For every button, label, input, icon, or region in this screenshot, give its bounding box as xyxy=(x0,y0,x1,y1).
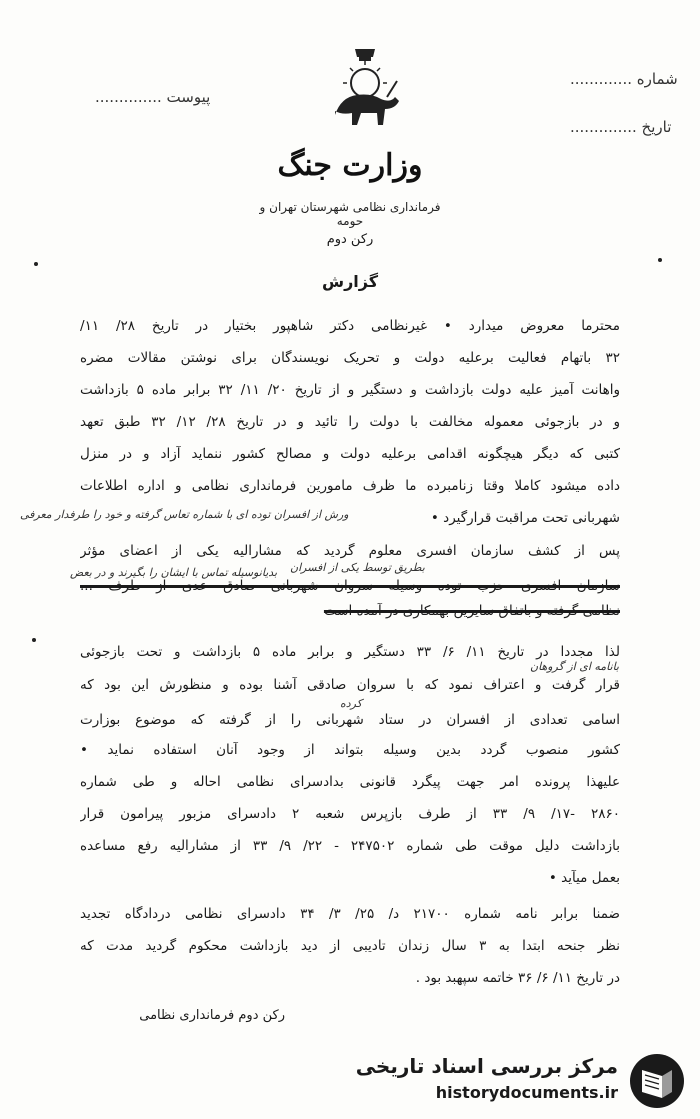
attachment-label: پیوست xyxy=(166,88,211,106)
archive-logo-icon xyxy=(628,1052,686,1110)
number-field xyxy=(570,70,678,88)
body-line: در تاریخ ۱۱/ ۶/ ۳۶ خاتمه سپهبد بود . xyxy=(415,970,620,986)
body-line: قرار گرفت و اعتراف نمود که با سروان صادقی آشنا بوده و منظورش این بود که xyxy=(80,677,620,693)
margin-dot xyxy=(32,638,36,642)
margin-dot xyxy=(34,262,38,266)
number-label: شماره xyxy=(636,70,678,88)
body-line: اسامی تعدادی از افسران در ستاد شهربانی را از گرفته که موضوع بوزارت xyxy=(80,712,620,728)
subunit-title: فرمانداری نظامی شهرستان تهران و حومه xyxy=(259,200,441,228)
handwritten-note: بطریق توسط یکی از افسران xyxy=(290,561,425,574)
watermark-name: مرکز بررسی اسناد تاریخی xyxy=(355,1054,618,1078)
body-line: علیهذا پرونده امر جهت پیگرد قانونی بدادسرای نظامی احاله و طی شماره xyxy=(80,774,620,790)
body-line: شهربانی تحت مراقبت قرارگیرد • xyxy=(430,510,620,526)
date-label: تاریخ xyxy=(641,118,672,136)
department-title: رکن دوم xyxy=(326,232,374,247)
body-line: پس از کشف سازمان افسری معلوم گردید که مشارالیه یکی از اعضای مؤثر xyxy=(80,543,620,559)
number-dots: ............. xyxy=(570,70,632,88)
margin-dot xyxy=(658,258,662,262)
body-line: بازداشت دلیل موقت طی شماره ۲۴۷۵۰۲ - ۲۲/ ۹/ ۳۳ از مشارالیه رفع مساعده xyxy=(80,838,620,854)
struck-line: سازمان افسری حزب توده وسیله سروان شهربانی صادق عدی از طرف ... xyxy=(80,578,620,594)
body-line: کتبی که دیگر هیچگونه اقدامی برعلیه دولت و مصالح کشور ننماید آزاد و در منزل xyxy=(80,446,620,462)
handwritten-note: کرده xyxy=(340,697,362,710)
handwritten-note: ورش از افسران توده ای با شماره تعاس گرفته و خود را طرفدار معرفی xyxy=(20,508,349,521)
struck-line: نظامی گرفته و باتفاق سایرین بهمکاری در آمده است xyxy=(323,603,620,619)
body-line: بعمل میآید • xyxy=(548,870,620,886)
date-dots: .............. xyxy=(570,118,637,136)
body-line: لذا مجددا در تاریخ ۱۱/ ۶/ ۳۳ دستگیر و برابر ماده ۵ بازداشت و تحت بازجوئی xyxy=(80,644,620,660)
ministry-title: وزارت جنگ xyxy=(277,148,423,183)
watermark-url: historydocuments.ir xyxy=(435,1083,618,1102)
handwritten-note: بدیانوسیله تماس با ایشان را بگیرند و در بعض xyxy=(70,566,278,579)
body-line: و در بازجوئی معموله مخالفت با دولت را تائید و در تاریخ ۲۸/ ۱۲/ ۳۲ طبق تعهد xyxy=(80,414,620,430)
body-line: کشور منصوب گردد بدین وسیله بتواند از وجود آنان استفاده نماید • xyxy=(80,742,620,758)
attachment-dots: .............. xyxy=(95,88,162,106)
body-line: ضمنا برابر نامه شماره ۲۱۷۰۰ د/ ۲۵/ ۳/ ۳۴ دادسرای نظامی دردادگاه تجدید xyxy=(80,906,620,922)
date-field xyxy=(570,118,671,136)
lion-and-sun-emblem xyxy=(325,45,405,135)
handwritten-note: بانامه ای از گروهان xyxy=(530,660,619,673)
body-line: محترما معروض میدارد • غیرنظامی دکتر شاهپور بختیار در تاریخ ۲۸/ ۱۱/ xyxy=(80,318,620,334)
attachment-field xyxy=(95,88,210,106)
body-line: ۳۲ باتهام فعالیت برعلیه دولت و تحریک نویسندگان برای نوشتن مقالات مضره xyxy=(80,350,620,366)
report-title: گزارش xyxy=(321,272,379,291)
body-line: واهانت آمیز علیه دولت بازداشت و دستگیر و از تاریخ ۲۰/ ۱۱/ ۳۲ برابر ماده ۵ بازداشت xyxy=(80,382,620,398)
body-line: داده میشود کاملا وقتا زنامبرده ما ظرف مامورین فرمانداری نظامی و اداره اطلاعات xyxy=(80,478,620,494)
body-line: ۲۸۶۰ -۱۷/ ۹/ ۳۳ از طرف بازپرس شعبه ۲ دادسرای مزبور پیرامون قرار xyxy=(80,806,620,822)
body-line: نظر جنحه ابتدا به ۳ سال زندان تادیبی از دید بازداشت محکوم گردید مدت که xyxy=(80,938,620,954)
signature-block: رکن دوم فرمانداری نظامی xyxy=(139,1008,285,1023)
